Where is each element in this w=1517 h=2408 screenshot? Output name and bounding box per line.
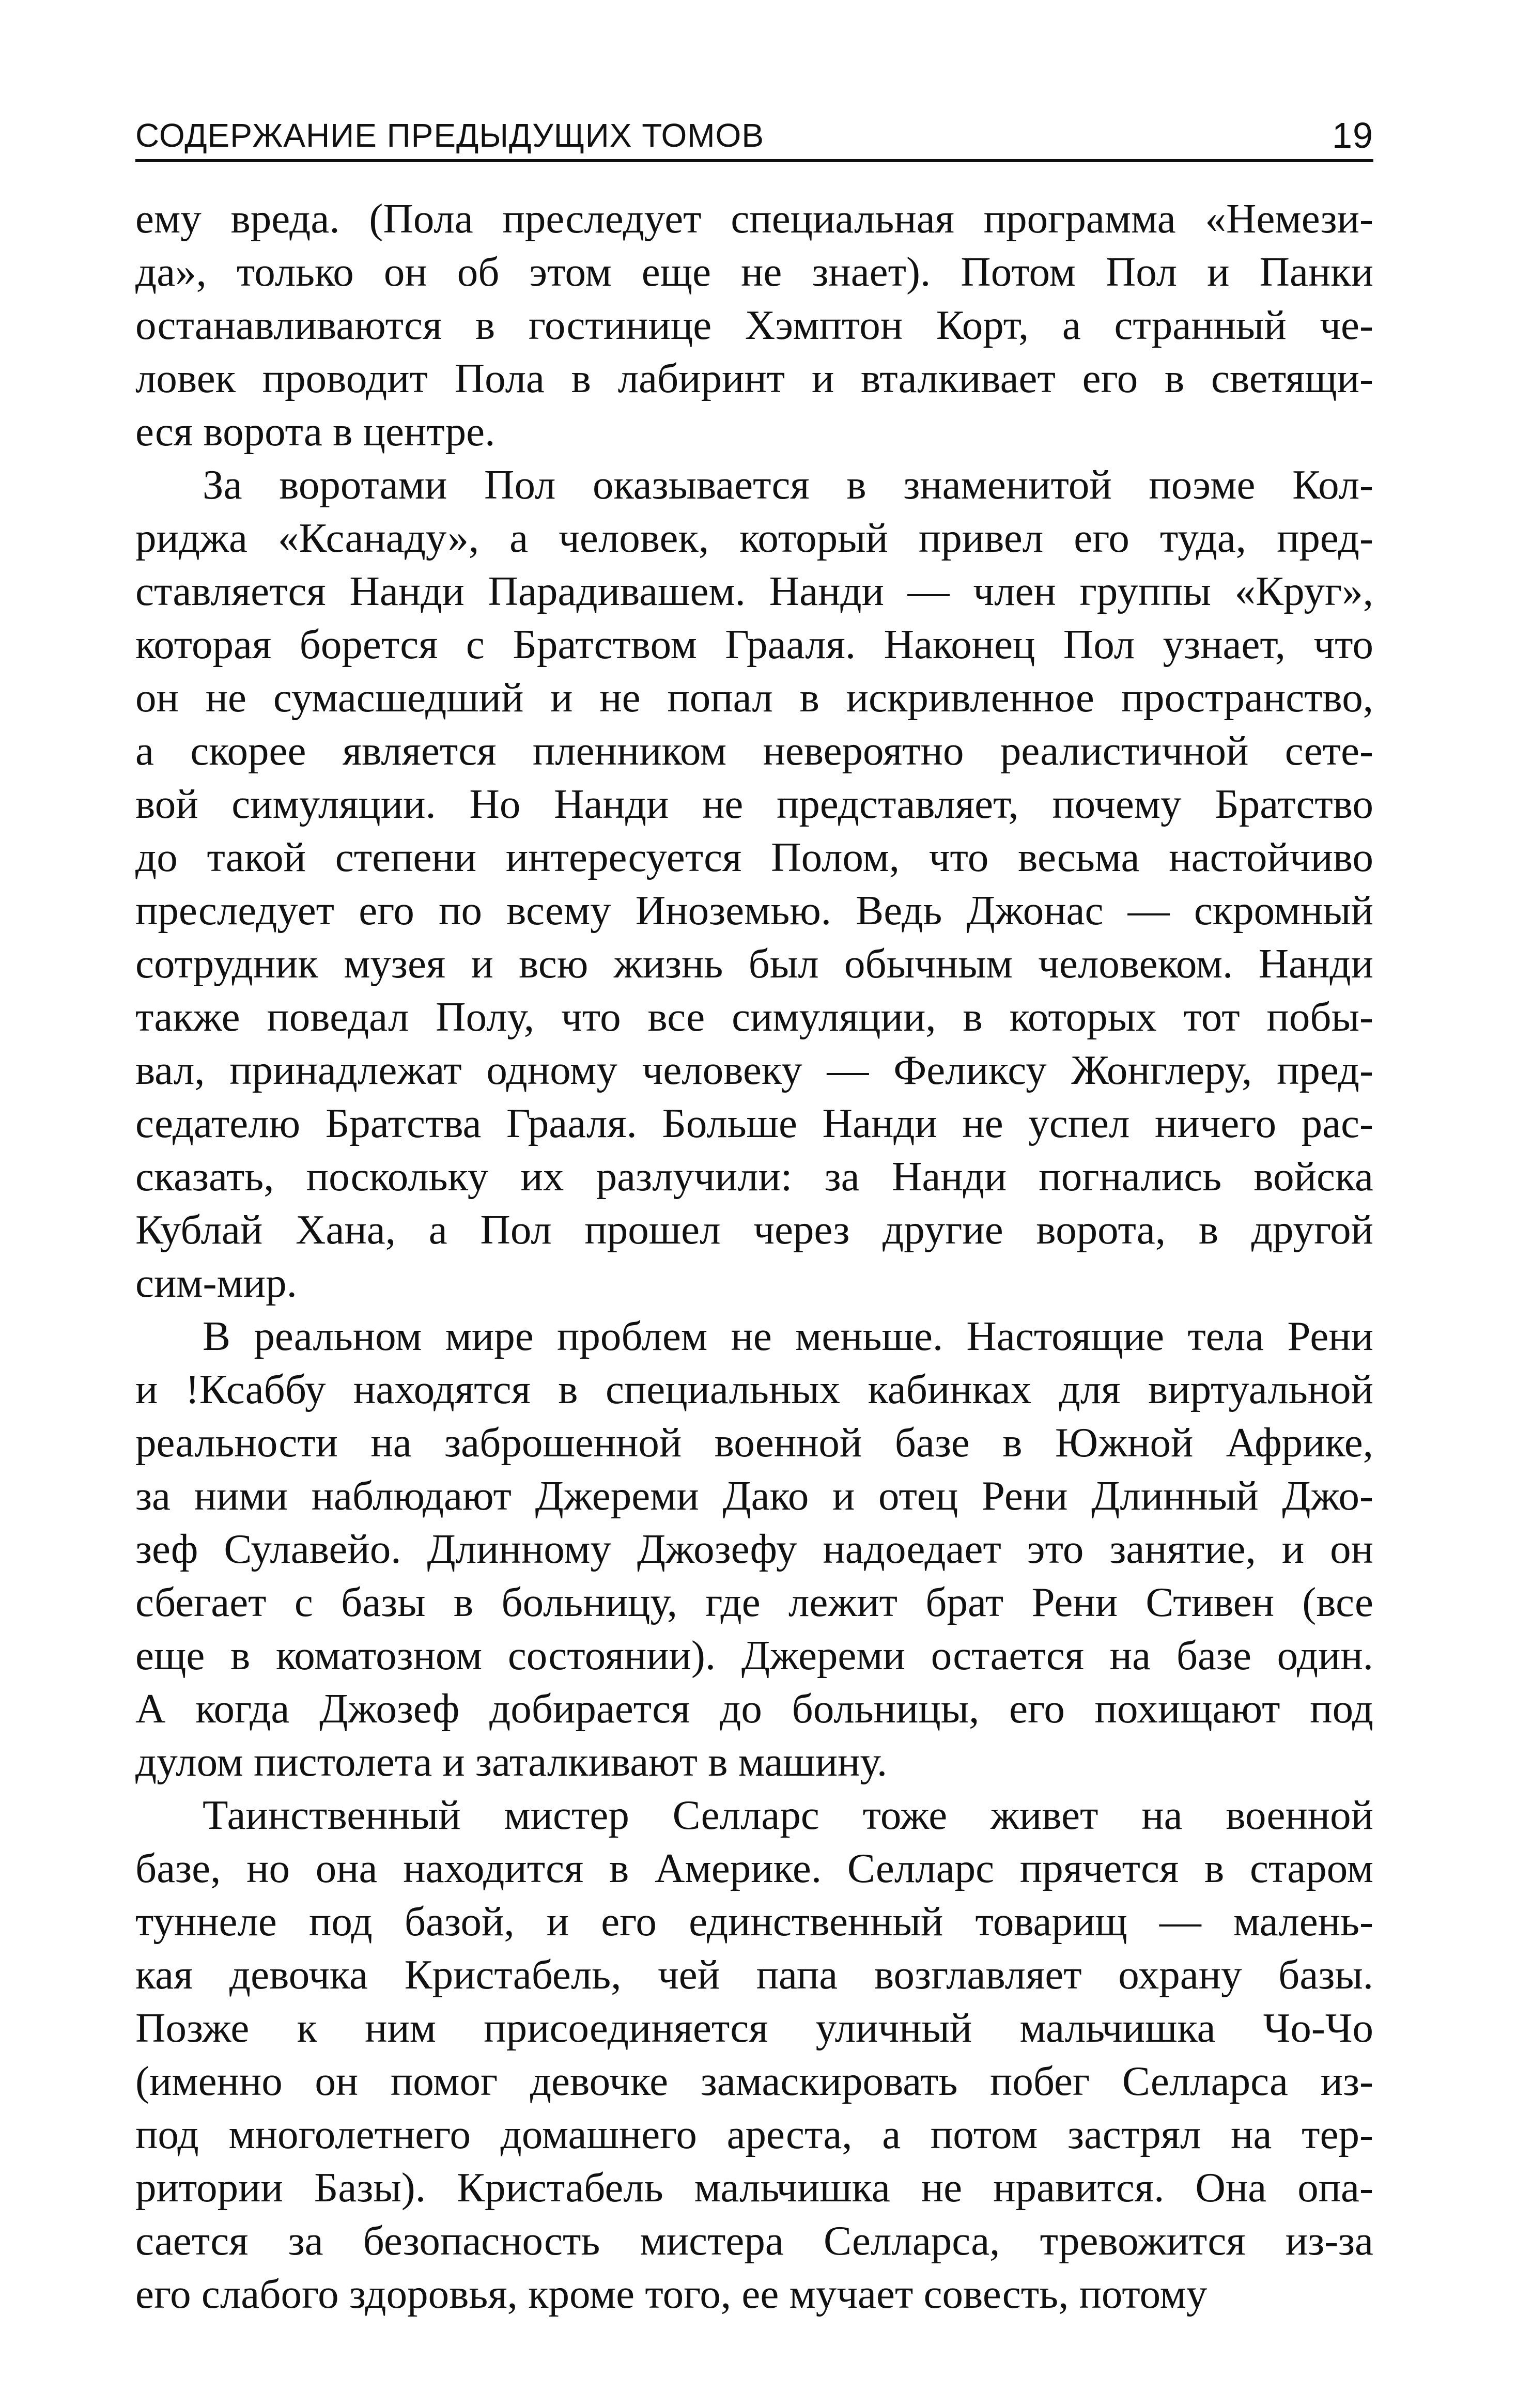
text-line: ловек проводит Пола в лабиринт и вталкивает его в светящи- — [135, 355, 1373, 401]
text-line: вой симуляции. Но Нанди не представляет, почему Братство — [135, 781, 1373, 827]
page-number: 19 — [1332, 115, 1373, 156]
body-text — [135, 192, 1373, 2321]
text-line: кая девочка Кристабель, чей папа возглавляет охрану базы. — [135, 1951, 1373, 1998]
text-line: которая борется с Братством Грааля. Наконец Пол узнает, что — [135, 621, 1373, 667]
text-line: да», только он об этом еще не знает). Потом Пол и Панки — [135, 248, 1373, 295]
text-line: седателю Братства Грааля. Больше Нанди не успел ничего рас- — [135, 1100, 1373, 1146]
text-line: базе, но она находится в Америке. Селларс прячется в старом — [135, 1845, 1373, 1891]
text-line: его слабого здоровья, кроме того, ее мучает совесть, потому — [135, 2271, 1208, 2317]
text-line: дулом пистолета и заталкивают в машину. — [135, 1738, 888, 1785]
text-line: до такой степени интересуется Полом, что весьма настойчиво — [135, 834, 1373, 880]
text-line: В реальном мире проблем не меньше. Настоящие тела Рени — [203, 1313, 1373, 1359]
text-line: сказать, поскольку их разлучили: за Нанди погнались войска — [135, 1153, 1373, 1200]
text-line: останавливаются в гостинице Хэмптон Корт, а странный че- — [135, 302, 1373, 348]
text-line: Таинственный мистер Селларс тоже живет на военной — [203, 1792, 1373, 1838]
text-line: также поведал Полу, что все симуляции, в которых тот побы- — [135, 993, 1373, 1040]
text-line: туннеле под базой, и его единственный товарищ — малень- — [135, 1898, 1373, 1945]
running-head — [135, 115, 1373, 156]
text-line: Позже к ним присоединяется уличный мальчишка Чо-Чо — [135, 2005, 1373, 2051]
text-line: сбегает с базы в больницу, где лежит брат Рени Стивен (все — [135, 1579, 1373, 1625]
text-line: реальности на заброшенной военной базе в Южной Африке, — [135, 1419, 1373, 1466]
header-rule — [135, 159, 1373, 162]
text-line: ему вреда. (Пола преследует специальная программа «Немези- — [135, 195, 1373, 242]
text-line: преследует его по всему Иноземью. Ведь Джонас — скромный — [135, 887, 1373, 934]
text-line: риджа «Ксанаду», а человек, который привел его туда, пред- — [135, 515, 1373, 561]
text-line: сим-мир. — [135, 1260, 297, 1306]
text-line: под многолетнего домашнего ареста, а потом застрял на тер- — [135, 2111, 1373, 2157]
text-line: он не сумасшедший и не попал в искривленное пространство, — [135, 674, 1373, 721]
text-line: еся ворота в центре. — [135, 408, 496, 455]
text-line: за ними наблюдают Джереми Дако и отец Рени Длинный Джо- — [135, 1472, 1373, 1519]
text-line: еще в коматозном состоянии). Джереми остается на базе один. — [135, 1632, 1373, 1679]
text-line: вал, принадлежат одному человеку — Феликсу Жонглеру, пред- — [135, 1047, 1373, 1093]
text-line: сается за безопасность мистера Селларса, тревожится из-за — [135, 2217, 1373, 2264]
text-line: а скорее является пленником невероятно реалистичной сете- — [135, 727, 1373, 774]
text-line: сотрудник музея и всю жизнь был обычным человеком. Нанди — [135, 940, 1373, 987]
text-line: (именно он помог девочке замаскировать побег Селларса из- — [135, 2058, 1373, 2104]
running-head-title: СОДЕРЖАНИЕ ПРЕДЫДУЩИХ ТОМОВ — [135, 117, 764, 154]
text-line: ставляется Нанди Парадивашем. Нанди — член группы «Круг», — [135, 568, 1373, 614]
text-line: зеф Сулавейо. Длинному Джозефу надоедает это занятие, и он — [135, 1526, 1373, 1572]
text-line: Кублай Хана, а Пол прошел через другие ворота, в другой — [135, 1206, 1373, 1253]
text-line: За воротами Пол оказывается в знаменитой поэме Кол- — [203, 461, 1373, 508]
text-line: А когда Джозеф добирается до больницы, его похищают под — [135, 1685, 1373, 1732]
text-line: ритории Базы). Кристабель мальчишка не нравится. Она опа- — [135, 2164, 1373, 2211]
text-line: и !Ксаббу находятся в специальных кабинках для виртуальной — [135, 1366, 1373, 1412]
